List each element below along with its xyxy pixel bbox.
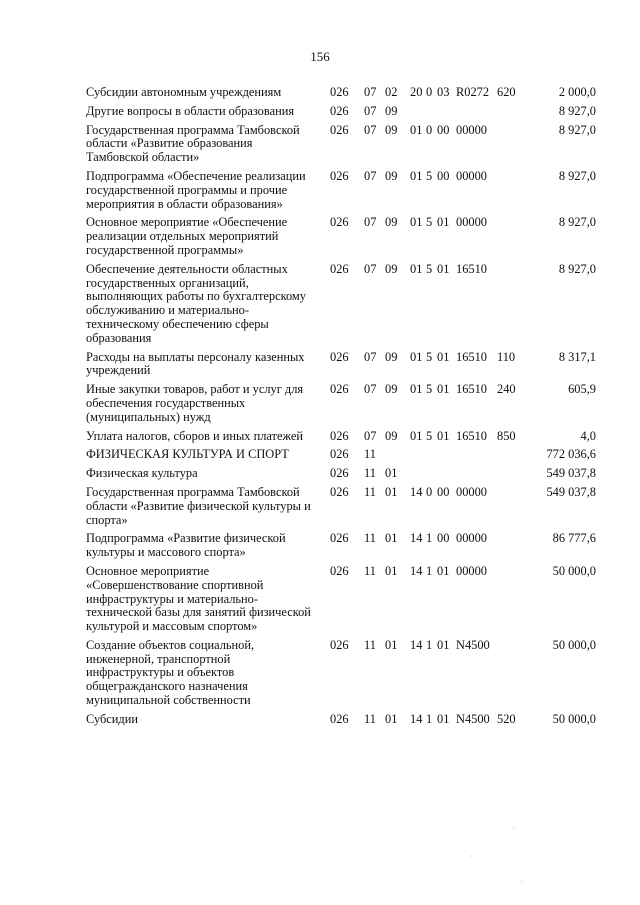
scan-speck: · [520, 878, 523, 887]
section-code: 07 [364, 85, 377, 99]
section-code: 07 [364, 428, 377, 443]
amount: 8 927,0 [558, 168, 596, 183]
subsection-code: 01 [385, 711, 398, 726]
table-row [86, 216, 600, 257]
event-code: 01 [437, 428, 450, 443]
section-code: 11 [364, 711, 376, 726]
table-row [86, 170, 600, 211]
dept-code: 026 [330, 168, 349, 183]
subsection-code: 01 [385, 637, 398, 652]
dept-code: 026 [330, 447, 349, 462]
program-code: 01 [410, 168, 423, 183]
subprogram-code: 5 [426, 215, 433, 230]
section-code: 07 [364, 261, 377, 276]
table-row [86, 430, 600, 444]
table-row [86, 467, 600, 481]
amount: 549 037,8 [546, 484, 596, 499]
table-row [86, 565, 600, 634]
event-code: 00 [437, 168, 450, 183]
direction-code: 00000 [456, 168, 487, 183]
amount: 605,9 [568, 382, 596, 397]
row-name: Создание объектов социальной, инженерной, транспортной инфраструктуры и объектов общегражданского назначения муниципальной собственности [86, 637, 255, 708]
table-row [86, 263, 600, 346]
section-code: 07 [364, 382, 377, 397]
subprogram-code: 0 [426, 122, 433, 137]
subsection-code: 09 [385, 215, 398, 230]
subprogram-code: 5 [426, 428, 433, 443]
section-code: 11 [364, 637, 376, 652]
program-code: 01 [410, 428, 423, 443]
subsection-code: 01 [385, 484, 398, 499]
dept-code: 026 [330, 85, 349, 99]
subsection-code: 09 [385, 122, 398, 137]
program-code: 01 [410, 382, 423, 397]
program-code: 14 [410, 563, 423, 578]
expense-type-code: 850 [497, 428, 516, 443]
section-code: 11 [364, 466, 376, 481]
event-code: 01 [437, 261, 450, 276]
section-code: 07 [364, 349, 377, 364]
table-row [86, 124, 600, 165]
amount: 8 927,0 [558, 215, 596, 230]
dept-code: 026 [330, 466, 349, 481]
amount: 8 927,0 [558, 261, 596, 276]
dept-code: 026 [330, 261, 349, 276]
program-code: 20 [410, 85, 423, 99]
section-code: 11 [364, 531, 376, 546]
section-code: 11 [364, 484, 376, 499]
subsection-code: 09 [385, 349, 398, 364]
subsection-code: 01 [385, 563, 398, 578]
event-code: 01 [437, 215, 450, 230]
subprogram-code: 1 [426, 637, 433, 652]
direction-code: 00000 [456, 531, 487, 546]
table-row [86, 351, 600, 379]
row-name: Расходы на выплаты персоналу казенных учреждений [86, 349, 305, 378]
direction-code: N4500 [456, 711, 490, 726]
dept-code: 026 [330, 349, 349, 364]
dept-code: 026 [330, 382, 349, 397]
event-code: 00 [437, 531, 450, 546]
table-row [86, 532, 600, 560]
expense-type-code: 110 [497, 349, 516, 364]
direction-code: 00000 [456, 563, 487, 578]
dept-code: 026 [330, 531, 349, 546]
row-name: Физическая культура [86, 466, 198, 481]
section-code: 07 [364, 215, 377, 230]
event-code: 01 [437, 349, 450, 364]
amount: 549 037,8 [546, 466, 596, 481]
scan-speck: · [470, 852, 473, 861]
program-code: 14 [410, 711, 423, 726]
subsection-code: 09 [385, 168, 398, 183]
direction-code: 16510 [456, 382, 487, 397]
expense-type-code: 620 [497, 85, 516, 99]
amount: 2 000,0 [558, 85, 596, 99]
scan-speck: · [512, 824, 515, 833]
section-code: 11 [364, 563, 376, 578]
program-code: 01 [410, 261, 423, 276]
amount: 8 317,1 [558, 349, 596, 364]
direction-code: 16510 [456, 349, 487, 364]
dept-code: 026 [330, 637, 349, 652]
subsection-code: 09 [385, 428, 398, 443]
dept-code: 026 [330, 563, 349, 578]
subsection-code: 01 [385, 466, 398, 481]
row-name: Уплата налогов, сборов и иных платежей [86, 428, 304, 443]
subprogram-code: 1 [426, 563, 433, 578]
page-number: 156 [310, 49, 330, 64]
section-code: 07 [364, 103, 377, 118]
subprogram-code: 0 [426, 484, 433, 499]
amount: 772 036,6 [546, 447, 596, 462]
expense-type-code: 520 [497, 711, 516, 726]
row-name: ФИЗИЧЕСКАЯ КУЛЬТУРА И СПОРТ [86, 447, 289, 462]
direction-code: 00000 [456, 484, 487, 499]
dept-code: 026 [330, 215, 349, 230]
row-name: Подпрограмма «Развитие физической культуры и массового спорта» [86, 531, 286, 560]
dept-code: 026 [330, 122, 349, 137]
program-code: 14 [410, 484, 423, 499]
section-code: 07 [364, 168, 377, 183]
row-name: Основное мероприятие «Совершенствование спортивной инфраструктуры и материально-технической базы для занятий физической культурой и массовым спортом» [86, 563, 311, 634]
amount: 8 927,0 [558, 103, 596, 118]
event-code: 01 [437, 382, 450, 397]
subsection-code: 02 [385, 85, 398, 99]
event-code: 03 [437, 85, 450, 99]
expense-type-code: 240 [497, 382, 516, 397]
subprogram-code: 1 [426, 711, 433, 726]
subprogram-code: 0 [426, 85, 433, 99]
event-code: 01 [437, 637, 450, 652]
table-row [86, 486, 600, 527]
amount: 4,0 [580, 428, 596, 443]
subsection-code: 09 [385, 261, 398, 276]
row-name: Субсидии [86, 711, 138, 726]
dept-code: 026 [330, 428, 349, 443]
amount: 50 000,0 [552, 711, 596, 726]
subsection-code: 01 [385, 531, 398, 546]
direction-code: 16510 [456, 261, 487, 276]
program-code: 01 [410, 215, 423, 230]
row-name: Государственная программа Тамбовской области «Развитие физической культуры и спорта» [86, 484, 311, 527]
row-name: Иные закупки товаров, работ и услуг для обеспечения государственных (муниципальных) нужд [86, 382, 304, 424]
table-row [86, 86, 600, 100]
event-code: 00 [437, 484, 450, 499]
subsection-code: 09 [385, 382, 398, 397]
row-name: Основное мероприятие «Обеспечение реализации отдельных мероприятий государственной программы» [86, 215, 288, 257]
direction-code: 00000 [456, 215, 487, 230]
subprogram-code: 5 [426, 261, 433, 276]
direction-code: R0272 [456, 85, 490, 99]
row-name: Другие вопросы в области образования [86, 103, 295, 118]
program-code: 14 [410, 531, 423, 546]
subprogram-code: 1 [426, 531, 433, 546]
section-code: 11 [364, 447, 376, 462]
event-code: 00 [437, 122, 450, 137]
row-name: Субсидии автономным учреждениям [86, 85, 282, 99]
table-row [86, 383, 600, 424]
row-name: Подпрограмма «Обеспечение реализации государственной программы и прочие мероприятия в области образования» [86, 168, 306, 211]
table-row [86, 639, 600, 708]
section-code: 07 [364, 122, 377, 137]
program-code: 01 [410, 122, 423, 137]
direction-code: 00000 [456, 122, 487, 137]
amount: 50 000,0 [552, 563, 596, 578]
amount: 8 927,0 [558, 122, 596, 137]
amount: 50 000,0 [552, 637, 596, 652]
dept-code: 026 [330, 103, 349, 118]
table-row [86, 448, 600, 462]
subprogram-code: 5 [426, 382, 433, 397]
budget-table [86, 86, 600, 732]
subprogram-code: 5 [426, 168, 433, 183]
row-name: Государственная программа Тамбовской области «Развитие образования Тамбовской области» [86, 122, 300, 165]
program-code: 14 [410, 637, 423, 652]
event-code: 01 [437, 711, 450, 726]
subsection-code: 09 [385, 103, 398, 118]
direction-code: 16510 [456, 428, 487, 443]
subprogram-code: 5 [426, 349, 433, 364]
dept-code: 026 [330, 711, 349, 726]
table-row [86, 105, 600, 119]
row-name: Обеспечение деятельности областных государственных организаций, выполняющих работы по бухгалтерскому обслуживанию и материально-техническому обеспечению сферы образования [86, 261, 306, 345]
table-row [86, 713, 600, 727]
event-code: 01 [437, 563, 450, 578]
dept-code: 026 [330, 484, 349, 499]
amount: 86 777,6 [552, 531, 596, 546]
direction-code: N4500 [456, 637, 490, 652]
program-code: 01 [410, 349, 423, 364]
